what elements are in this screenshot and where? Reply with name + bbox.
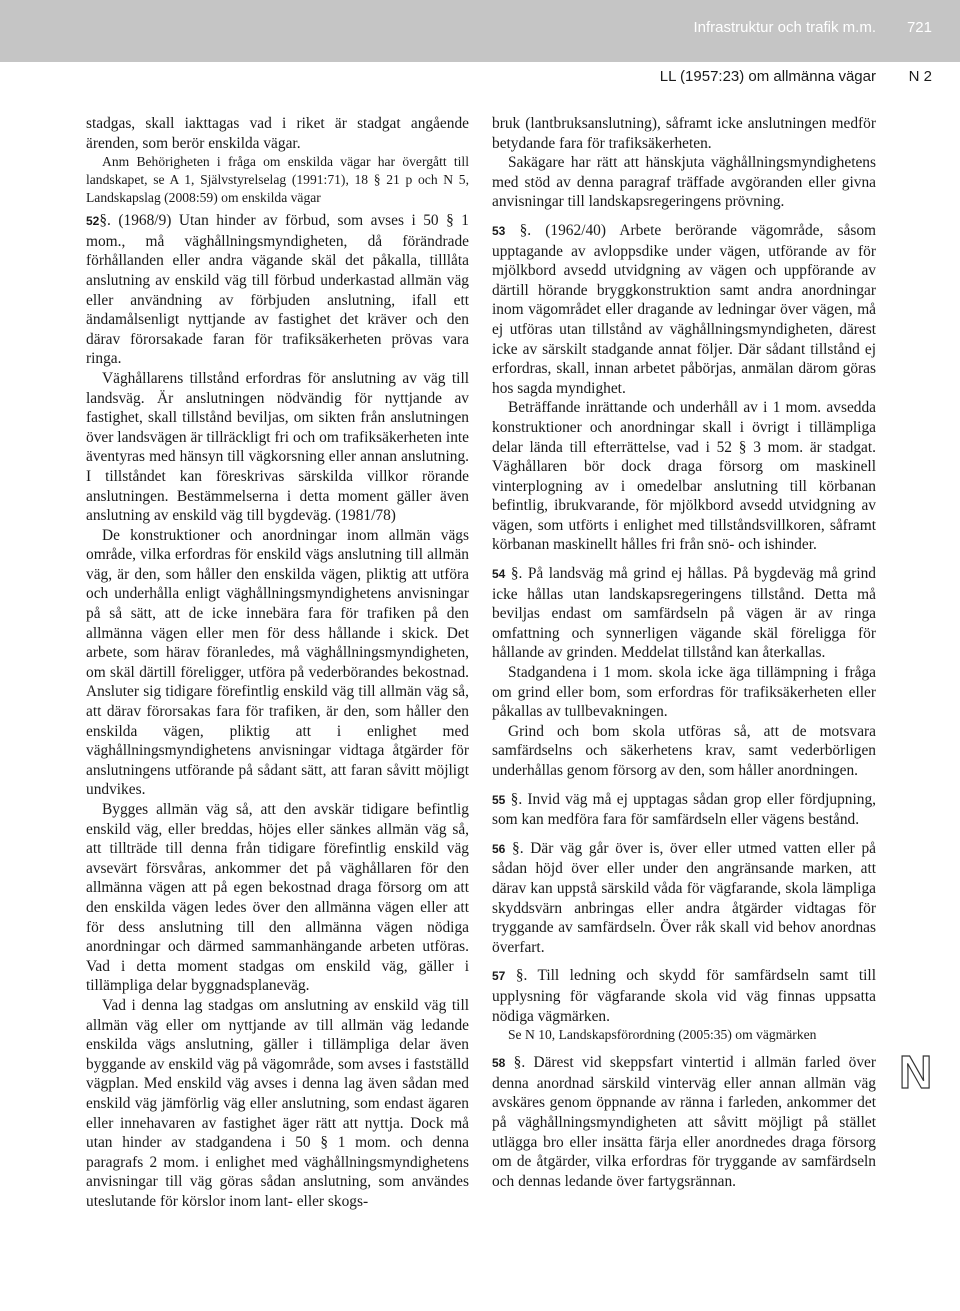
section-53 xyxy=(492,221,876,398)
running-header-bar xyxy=(0,0,960,62)
paragraph: stadgas, skall iakttagas vad i riket är stadgat angående ärenden, som berör enskilda vägar. xyxy=(86,115,469,152)
section-text: §. Till ledning och skydd för samfärdseln samt till upplysning för vägfarande skola vid väg finnas uppsatta nödiga vägmärken. xyxy=(492,967,876,1025)
section-text: §. Därest vid skeppsfart vintertid i allmän farled över denna anordnad särskild vinterväg eller annan allmän väg avskäres genom öppnande av ränna i farleden, ankommer det på väghållningsmyndigheten att såvitt möjligt på stället utlägga bro eller insätta färja eller anordnedes draga försorg om de åtgärder, vilka erfordras för tryggande av samfärdseln och dennas ledande över fartygsrännan. xyxy=(492,1054,876,1190)
section-number: 57 xyxy=(492,969,506,984)
annotation-note: Anm Behörigheten i fråga om enskilda vägar har övergått till landskapet, se A 1, Självstyrelselag (1991:71), 18 § 21 p och N 5, Landskapslag (2008:59) om enskilda vägar xyxy=(86,154,469,206)
paragraph: De konstruktioner och anordningar inom allmän vägs område, vilka erfordras för enskild vägs anslutning till allmän väg, är den, som håller den enskilda vägen, pliktig att utföra och underhålla enligt väghållningsmyndighetens anvisningar på så sätt, att de icke innebära fara för trafiken på den allmänna vägen eller men för dess hållande i skick. Det arbete, som härav föranledes, må väghållningsmyndigheten, om skäl därtill föreligger, utföra på vederbörandes bekostnad. Ansluter sig tidigare förefintlig enskild väg till allmän väg så, att därav förorsakas fara för trafiken, är den, som håller den enskilda vägen, pliktig att i enlighet med väghållningsmyndighetens anvisningar vidtaga åtgärder för anslutningens utförande på sådant sätt, att faran såvitt möjligt undvikes. xyxy=(86,526,469,799)
paragraph: bruk (lantbruksanslutning), såframt icke anslutningen medför betydande fara för trafiksäkerheten. xyxy=(492,115,876,152)
section-text: §. På landsväg må grind ej hållas. På bygdeväg må grind icke hållas utan landskapsregeringens tillstånd. Detta må beviljas endast om samfärdseln på vägen är av ringa omfattning och synnerligen vägande skäl föreligga för hållande av grinden. Meddelat tillstånd kan återkallas. xyxy=(492,565,876,662)
page-number: 721 xyxy=(906,19,932,36)
left-column xyxy=(86,114,469,1211)
paragraph: Stadgandena i 1 mom. skola icke äga tillämpning i fråga om grind eller bom, som erfordras för trafiksäkerheten eller påkallas av tullbevakningen. xyxy=(492,664,876,721)
paragraph: Grind och bom skola utföras så, att de motsvara samfärdselns och säkerhetens krav, samt vederbörligen underhållas genom försorg av den, som håller anordningen. xyxy=(492,722,876,779)
paragraph: Vad i denna lag stadgas om anslutning av enskild väg till allmän väg eller om nyttjande av till allmän väg ledande enskilda vägs anslutning, gäller i tillämpliga delar även byggande av enskild väg på vägområde, som avses i fastställd vägplan. Med enskild väg avses i denna lag även sådan med enskild väg jämförlig väg eller anslutning, som endast ägaren eller innehavaren av fastighet äger rätt att nyttja. Dock må utan hinder av stadgandena i 50 § 1 mom. och denna paragrafs 2 mom. i enlighet med väghållningsmyndighetens anvisningar till väg göras sådan anslutning, som användes uteslutande för körslor inom lant- eller skogs- xyxy=(86,996,469,1210)
section-54 xyxy=(492,564,876,663)
annotation-note: Se N 10, Landskapsförordning (2005:35) om vägmärken xyxy=(508,1027,817,1043)
right-column xyxy=(492,114,876,1191)
section-55 xyxy=(492,790,876,830)
section-number: 56 xyxy=(492,841,506,856)
section-56 xyxy=(492,839,876,958)
law-code: N 2 xyxy=(908,68,932,85)
section-text: §. (1968/9) Utan hinder av förbud, som avses i 50 § 1 mom., må väghållningsmyndigheten, då förändrade förhållanden eller andra vägande skäl det påkalla, tilllåta anslutning av enskild väg till förbud underkastad allmän väg eller användning av förbjuden anslutning, ifall ett ändamålsenligt nyttjande av fastighet det kräver och den därav förorsakade faran för trafiksäkerheten prövas vara ringa. xyxy=(86,212,469,368)
section-number: 58 xyxy=(492,1056,506,1071)
section-text: §. (1962/40) Arbete berörande vägområde, såsom upptagande av avloppsdike under vägen, utförande av för mjölkbord avsedd utvidgning av vägen och uppförande av därtill hörande bryggkonstruktion samt andra anordningar inom vägområdet eller dragande av ledningar över vägen, må ej utföras utan tillstånd av väghållningsmyndigheten, därest icke av särskilt stadgande annat följer. Där sådant tillstånd ej erfordras, skall, innan arbetet påbörjas, anmälan därom göras hos sagda myndighet. xyxy=(492,221,876,397)
section-number: 54 xyxy=(492,567,506,582)
paragraph: Beträffande inrättande och underhåll av i 1 mom. avsedda konstruktioner och anordningar skall i övrigt i tillämpliga delar lända till efterrättelse, vad i 52 § 3 mom. är stadgat. Väghållaren bör dock draga försorg om maskinell vinterplogning av i omedelbar anslutning till körbanan befintlig, ibrukvarande, för mjölkbord avsedd utvidgning av vägen, som utförts i enlighet med tillståndsvillkoren, såframt körbanan maskinellt hålles fri från snö- och ishinder. xyxy=(492,399,876,554)
paragraph: Bygges allmän väg så, att den avskär tidigare befintlig enskild väg, eller breddas, höjes eller sänkes allmän väg så, att tillträde till denna från tidigare förefintlig enskild väg avsevärt försvåras, ankommer det på väghållaren för den allmänna vägen att på egen bekostnad draga försorg om att den enskilda vägen ledes över den allmänna vägen eller att för dess anslutning till den allmänna vägen nödiga anordningar och därmed sammanhängande arbeten utföras. Vad i detta moment stadgas om enskild väg, gäller i tillämpliga delar byggnadsplaneväg. xyxy=(86,801,469,995)
section-title: Infrastruktur och trafik m.m. xyxy=(693,19,876,36)
law-title: LL (1957:23) om allmänna vägar xyxy=(659,68,876,85)
section-number: 53 xyxy=(492,223,506,238)
paragraph: Sakägare har rätt att hänskjuta väghållningsmyndighetens med stöd av denna paragraf träffade avgöranden eller givna anvisningar till landskapsregeringens prövning. xyxy=(492,154,876,211)
section-58 xyxy=(492,1053,876,1191)
section-52 xyxy=(86,211,469,369)
section-text: §. Invid väg må ej upptagas sådan grop eller fördjupning, som kan medföra fara för samfärdseln eller vägens bestånd. xyxy=(492,790,876,829)
paragraph: Väghållarens tillstånd erfordras för anslutning av väg till landsväg. Är anslutningen nödvändig för nyttjande av fastighet, skall tillstånd beviljas, om sikten från anslutningen över landsvägen är tillräckligt fri och om trafiksäkerheten inte äventyras med hänsyn till vägkorsning eller annan anslutning. I tillståndet kan föreskrivas särskilda villkor rörande anslutningen. Bestämmelserna i detta moment gäller även anslutning av enskild väg till bygdeväg. (1981/78) xyxy=(86,369,469,525)
section-number: 55 xyxy=(492,792,506,807)
section-number: 52 xyxy=(86,214,100,229)
margin-tab-letter: N xyxy=(899,1046,933,1098)
section-text: §. Där väg går över is, över eller utmed vatten eller på sådan höjd över eller under den angränsande marken, att därav kan uppstå särskild våda för vägfarande, skola lämpliga skyddsvärn anbringas eller andra åtgärder vidtagas för tryggande av samfärdseln. Över råk skall vid behov anordnas överfart. xyxy=(492,839,876,956)
section-57 xyxy=(492,966,876,1026)
